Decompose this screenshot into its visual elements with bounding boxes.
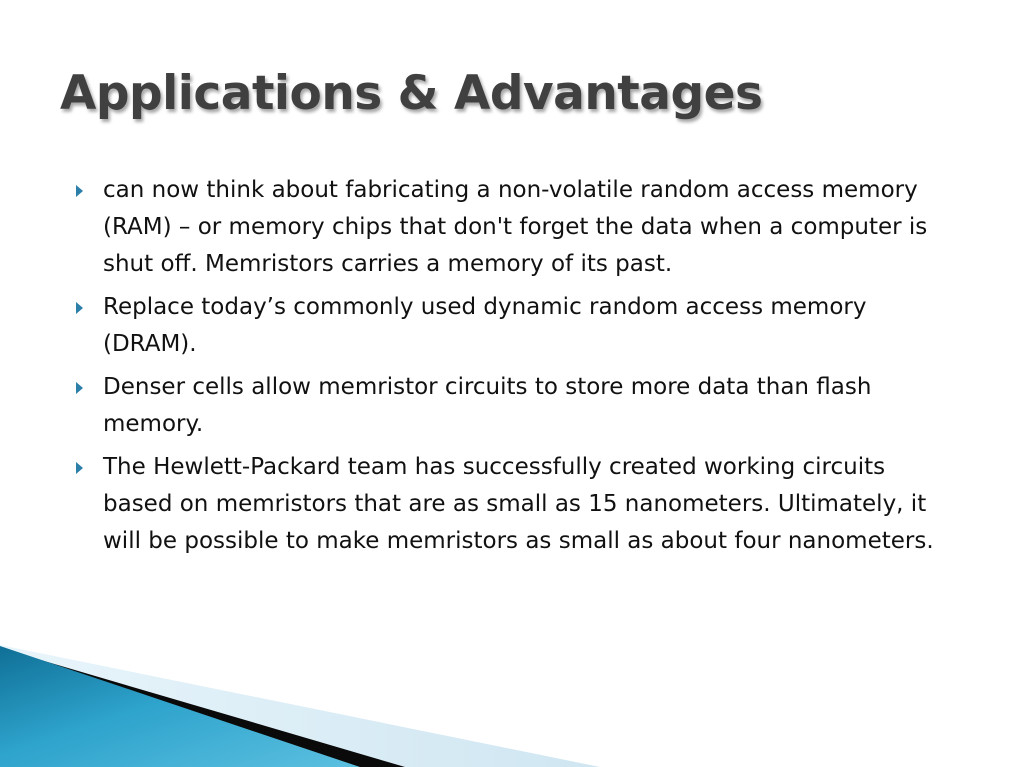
bullet-arrow-icon xyxy=(76,185,83,197)
bullet-text: Replace today’s commonly used dynamic random access memory (DRAM). xyxy=(103,294,867,357)
bullet-arrow-icon xyxy=(76,382,83,394)
bullet-item xyxy=(70,449,960,560)
bullet-arrow-icon xyxy=(76,462,83,474)
bullet-text: The Hewlett-Packard team has successfully created working circuits based on memristors that are as small as 15 nanometers. Ultimately, it will be possible to make memristors as small as about four nanometers. xyxy=(103,454,934,554)
slide-title: Applications & Advantages xyxy=(60,66,763,121)
black-stripe xyxy=(0,648,405,767)
bullet-text: Denser cells allow memristor circuits to store more data than flash memory. xyxy=(103,374,872,437)
bullet-arrow-icon xyxy=(76,302,83,314)
light-blue-wedge xyxy=(0,645,600,767)
bullet-item xyxy=(70,289,960,363)
bullet-item xyxy=(70,172,960,283)
teal-wedge xyxy=(0,646,360,767)
bullet-item xyxy=(70,369,960,443)
bullet-list xyxy=(70,172,960,566)
bullet-text: can now think about fabricating a non-volatile random access memory (RAM) – or memory chips that don't forget the data when a computer is shut off. Memristors carries a memory of its past. xyxy=(103,177,928,277)
